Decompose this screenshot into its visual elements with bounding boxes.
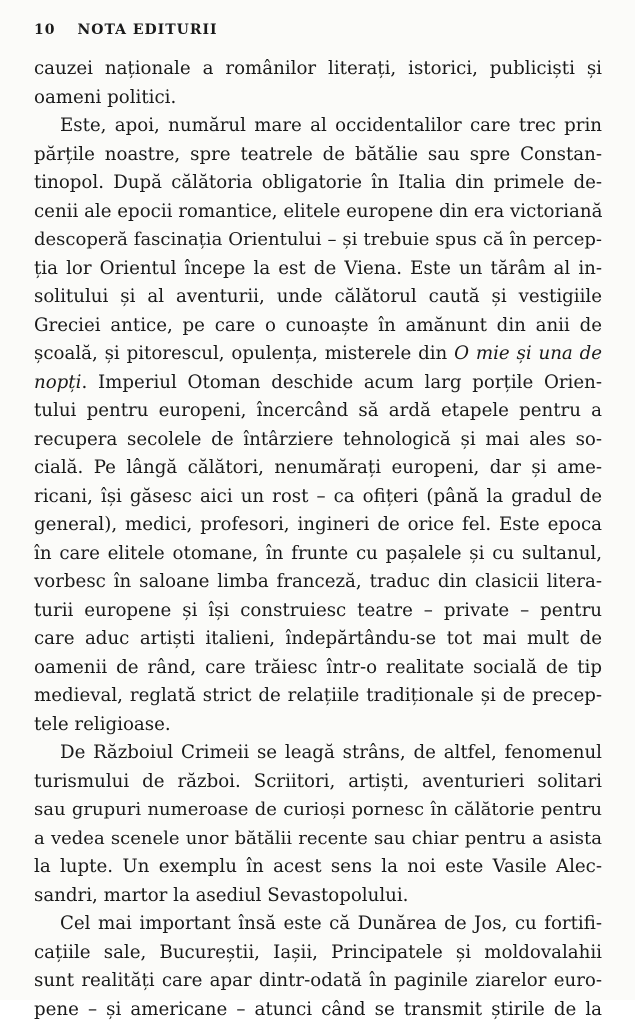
text-line: medieval, reglată strict de relațiile tradiționale și de precep- bbox=[34, 682, 602, 711]
text-line: sau grupuri numeroase de curioși pornesc în călătorie pentru bbox=[34, 796, 602, 825]
text-line: în care elitele otomane, în frunte cu pașalele și cu sultanul, bbox=[34, 540, 602, 569]
text-line: care aduc artiști italieni, îndepărtându-se tot mai mult de bbox=[34, 625, 602, 654]
text-line: pene – și americane – atunci când se transmit știrile de la bbox=[34, 996, 602, 1024]
text-line: a vedea scenele unor bătălii recente sau chiar pentru a asista bbox=[34, 825, 602, 854]
text-line: tinopol. După călătoria obligatorie în Italia din primele de- bbox=[34, 169, 602, 198]
text-line: cenii ale epocii romantice, elitele europene din era victoriană bbox=[34, 198, 602, 227]
text-line: cauzei naționale a românilor literați, istorici, publiciști și bbox=[34, 55, 602, 84]
text-line: Greciei antice, pe care o cunoaște în amănunt din anii de bbox=[34, 312, 602, 341]
text-line: cială. Pe lângă călători, nenumărați europeni, dar și ame- bbox=[34, 454, 602, 483]
text-line: la lupte. Un exemplu în acest sens la noi este Vasile Alec- bbox=[34, 853, 602, 882]
page-number: 10 bbox=[34, 22, 55, 38]
text-line: tele religioase. bbox=[34, 711, 602, 740]
text-line: turismului de război. Scriitori, artiști, aventurieri solitari bbox=[34, 768, 602, 797]
text-line: turii europene și își construiesc teatre – private – pentru bbox=[34, 597, 602, 626]
text-line: ricani, își găsesc aici un rost – ca ofițeri (până la gradul de bbox=[34, 483, 602, 512]
text-line: oamenii de rând, care trăiesc într-o realitate socială de tip bbox=[34, 654, 602, 683]
text-line: sunt realități care apar dintr-odată în paginile ziarelor euro- bbox=[34, 967, 602, 996]
text-line: tului pentru europeni, încercând să ardă etapele pentru a bbox=[34, 397, 602, 426]
text-line: De Războiul Crimeii se leagă strâns, de altfel, fenomenul bbox=[34, 739, 602, 768]
text-line: sandri, martor la asediul Sevastopolului. bbox=[34, 882, 602, 911]
book-title-italic-end: nopți bbox=[34, 372, 81, 393]
book-title-italic: O mie și una de bbox=[454, 343, 602, 364]
text-line bbox=[34, 340, 602, 369]
text-line bbox=[34, 369, 602, 398]
text-line: ția lor Orientul începe la est de Viena. Este un tărâm al in- bbox=[34, 255, 602, 284]
text-line: recupera secolele de întârziere tehnologică și mai ales so- bbox=[34, 426, 602, 455]
text-line: Este, apoi, numărul mare al occidentalilor care trec prin bbox=[34, 112, 602, 141]
running-title: NOTA EDITURII bbox=[77, 22, 217, 38]
text-line: cațiile sale, Bucureștii, Iașii, Principatele și moldovalahii bbox=[34, 939, 602, 968]
text-line: solitului și al aventurii, unde călătorul caută și vestigiile bbox=[34, 283, 602, 312]
running-head bbox=[34, 22, 604, 48]
text-line: oameni politici. bbox=[34, 84, 602, 113]
text-line: vorbesc în saloane limba franceză, traduc din clasicii litera- bbox=[34, 568, 602, 597]
text-line-part: . Imperiul Otoman deschide acum larg porțile Orien- bbox=[81, 372, 602, 393]
text-line: Cel mai important însă este că Dunărea de Jos, cu fortifi- bbox=[34, 910, 602, 939]
text-line: părțile noastre, spre teatrele de bătălie sau spre Constan- bbox=[34, 141, 602, 170]
body-text bbox=[34, 55, 602, 1024]
text-line-part: școală, și pitorescul, opulența, misterele din bbox=[34, 343, 454, 364]
text-line: descoperă fascinația Orientului – și trebuie spus că în percep- bbox=[34, 226, 602, 255]
text-line: general), medici, profesori, ingineri de orice fel. Este epoca bbox=[34, 511, 602, 540]
